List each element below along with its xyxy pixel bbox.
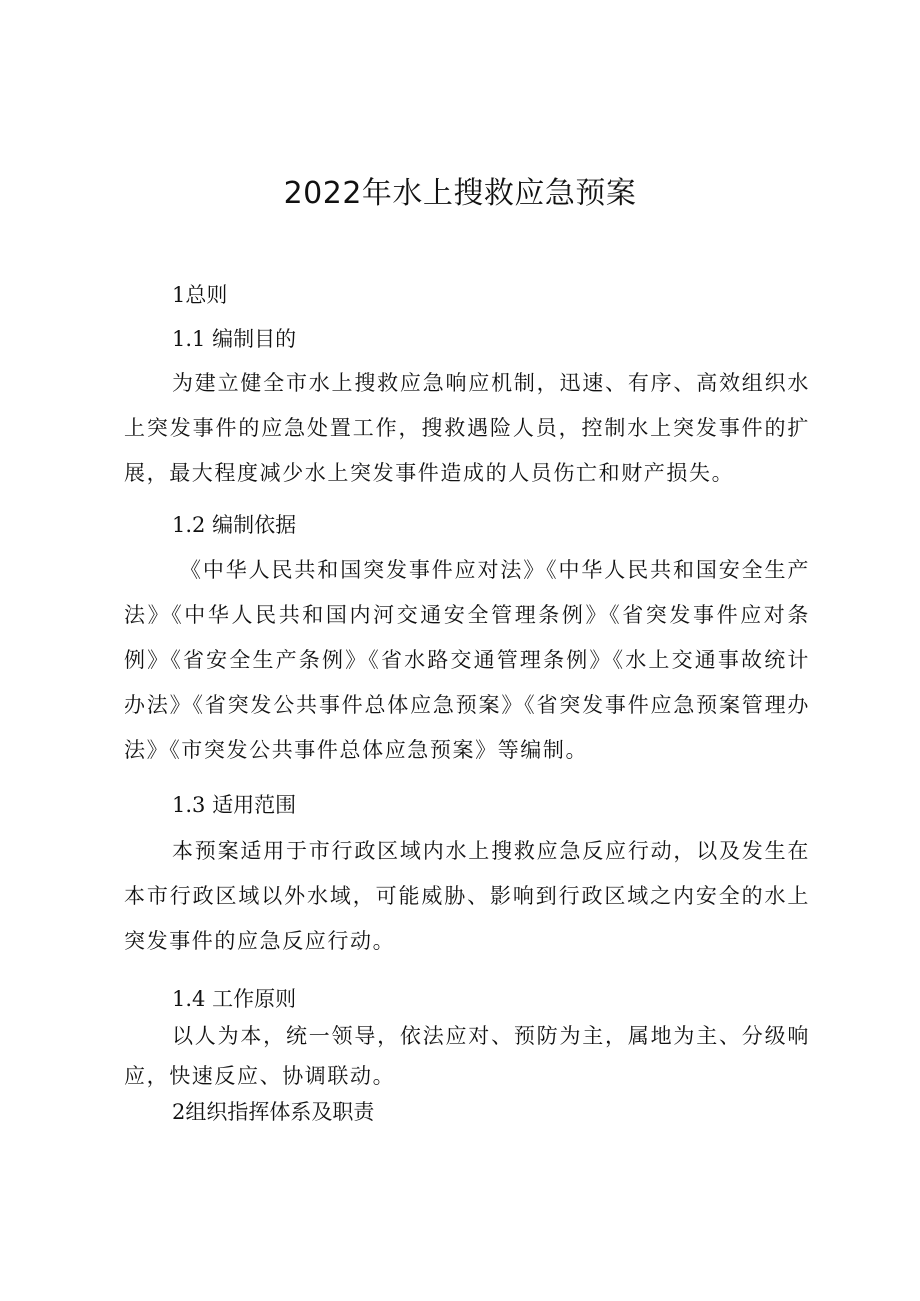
section-heading-purpose: 1.1 编制目的 [172, 327, 297, 351]
section-heading-principles: 1.4 工作原则 [172, 987, 297, 1011]
paragraph-basis: 《中华人民共和国突发事件应对法》《中华人民共和国安全生产法》《中华人民共和国内河交通安全管理条例》《省突发事件应对条例》《省安全生产条例》《省水路交通管理条例》《水上交通事故统计办法》《省突发公共事件总体应急预案》《省突发事件应急预案管理办法》《市突发公共事件总体应急预案》等编制。 [124, 558, 810, 762]
section-heading-scope: 1.3 适用范围 [172, 793, 297, 817]
paragraph-scope: 本预案适用于市行政区域内水上搜救应急反应行动，以及发生在本市行政区域以外水域，可能威胁、影响到行政区域之内安全的水上突发事件的应急反应行动。 [124, 839, 810, 953]
section-heading-basis: 1.2 编制依据 [172, 513, 297, 537]
section-heading-organization: 2组织指挥体系及职责 [172, 1100, 375, 1124]
paragraph-purpose: 为建立健全市水上搜救应急响应机制，迅速、有序、高效组织水上突发事件的应急处置工作，搜救遇险人员，控制水上突发事件的扩展，最大程度减少水上突发事件造成的人员伤亡和财产损失。 [124, 371, 810, 485]
document-title: 2022年水上搜救应急预案 [283, 176, 637, 211]
section-heading-general: 1总则 [172, 283, 228, 307]
paragraph-principles: 以人为本，统一领导，依法应对、预防为主，属地为主、分级响应，快速反应、协调联动。 [124, 1024, 810, 1088]
